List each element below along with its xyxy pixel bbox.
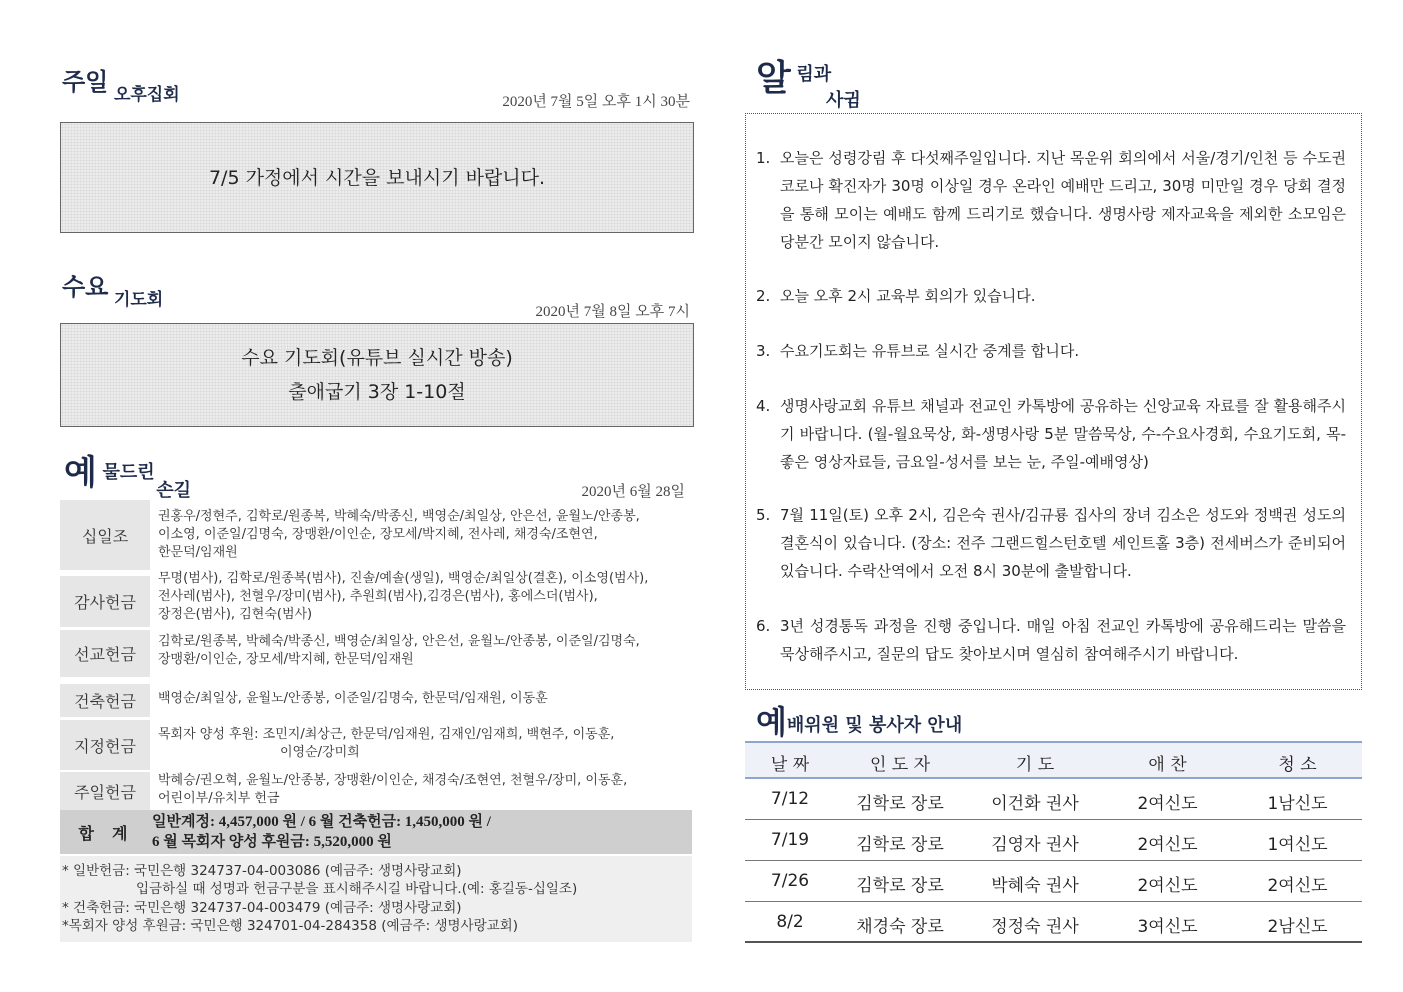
total-label: 합계 — [78, 823, 146, 843]
offering-label: 건축헌금 — [60, 684, 150, 717]
notice-text: 수요기도회는 유튜브로 실시간 중계를 합니다. — [780, 342, 1080, 360]
offering-label: 주일헌금 — [60, 772, 150, 810]
offerings-date: 2020년 6월 28일 — [581, 484, 685, 500]
roster-meal: 3여신도 — [1137, 917, 1198, 937]
sunday-title-big: 주일 — [62, 67, 109, 96]
notice-number: 3. — [756, 342, 771, 360]
offering-line: 권홍우/정현주, 김학로/원종복, 박혜숙/박종신, 백영순/최일상, 안은선, 윤월노/안종봉, — [158, 509, 640, 524]
wednesday-message-box — [60, 323, 694, 427]
wednesday-section-title — [62, 267, 164, 310]
offering-line: 박혜승/권오혁, 윤월노/안종봉, 장맹환/이인순, 채경숙/조현연, 천혈우/장미, 이동훈, — [158, 773, 628, 788]
sunday-date: 2020년 7월 5일 오후 1시 30분 — [502, 94, 690, 110]
roster-row — [745, 820, 1362, 861]
offering-names — [158, 772, 688, 808]
notices-title-small: 사귐 — [826, 90, 861, 111]
total-line1: 일반계정: 4,457,000 원 / 6 월 건축헌금: 1,450,000 원 / — [152, 814, 491, 830]
notice-text: 오늘은 성령강림 후 다섯째주일입니다. 지난 목운위 회의에서 서울/경기/인천 등 수도권 코로나 확진자가 30명 이상일 경우 온라인 예배만 드리고, 30명 미만일 경우 당회 결정을 통해 모이는 예배도 함께 드리기로 했습니다. 생명사랑 제자교육을 제외한 소모임은 당분간 모이지 않습니다. — [780, 149, 1346, 251]
offering-names — [158, 633, 688, 669]
offering-line: 백영순/최일상, 윤월노/안종봉, 이준일/김명숙, 한문덕/임재원, 이동훈 — [158, 691, 548, 706]
notice-number: 6. — [756, 617, 771, 635]
notice-item — [756, 144, 1346, 256]
notices-title-big: 알 — [756, 57, 791, 99]
roster-row — [745, 902, 1362, 943]
notice-item — [756, 612, 1346, 668]
roster-header-cleaning: 청 소 — [1278, 755, 1317, 775]
bank-accounts — [60, 856, 692, 942]
wednesday-date: 2020년 7월 8일 오후 7시 — [535, 304, 690, 320]
wednesday-line2: 출애굽기 3장 1-10절 — [288, 381, 466, 403]
roster-title-big: 예 — [756, 703, 787, 741]
offering-line: 장정은(범사), 김현숙(범사) — [158, 607, 313, 622]
offering-label: 선교헌금 — [60, 630, 150, 677]
sunday-section-title — [62, 62, 180, 105]
roster-prayer: 이건화 권사 — [991, 794, 1079, 814]
roster-meal: 2여신도 — [1137, 835, 1198, 855]
offering-label: 지정헌금 — [60, 720, 150, 770]
wednesday-title-small: 기도회 — [113, 290, 164, 310]
offering-line: 김학로/원종복, 박혜숙/박종신, 백영순/최일상, 안은선, 윤월노/안종봉, 이준일/김명숙, — [158, 634, 640, 649]
account-building: * 건축헌금: 국민은행 324737-04-003479 (예금주: 생명사랑교회) — [62, 900, 462, 916]
offering-row-building — [60, 684, 692, 717]
roster-meal: 2여신도 — [1137, 794, 1198, 814]
offering-line: 목회자 양성 후원: 조민지/최상근, 한문덕/임재원, 김재인/임재희, 백현주, 이동훈, — [158, 727, 615, 742]
roster-row — [745, 779, 1362, 820]
roster-date: 7/19 — [770, 830, 810, 850]
roster-leader: 김학로 장로 — [856, 876, 944, 896]
roster-leader: 채경숙 장로 — [856, 917, 944, 937]
notices-box — [745, 113, 1362, 690]
total-amounts — [152, 812, 491, 852]
roster-meal: 2여신도 — [1137, 876, 1198, 896]
notices-title-mid: 림과 — [796, 64, 832, 85]
roster-date: 8/2 — [776, 912, 804, 932]
wednesday-line1: 수요 기도회(유튜브 실시간 방송) — [241, 347, 513, 369]
offering-label: 감사헌금 — [60, 576, 150, 627]
roster-section-title — [756, 697, 962, 743]
offering-label: 십일조 — [60, 500, 150, 570]
roster-row — [745, 861, 1362, 902]
offering-line: 이소영, 이준일/김명숙, 장맹환/이인순, 장모세/박지혜, 전사레, 채경숙/조현연, — [158, 527, 598, 542]
notice-text: 생명사랑교회 유튜브 채널과 전교인 카톡방에 공유하는 신앙교육 자료를 잘 활용해주시기 바랍니다. (월-월요묵상, 화-생명사랑 5분 말씀묵상, 수-수요사경회, 수요기도회, 목-좋은 영상자료들, 금요일-성서를 보는 눈, 주일-예배영상) — [780, 397, 1346, 471]
account-general: * 일반헌금: 국민은행 324737-04-003086 (예금주: 생명사랑교회) — [62, 863, 462, 879]
sunday-title-small: 오후집회 — [113, 85, 180, 105]
offerings-title-mid: 물드린 — [102, 462, 155, 483]
offering-row-designated — [60, 720, 692, 770]
offering-line: 무명(범사), 김학로/원종복(범사), 진솔/예솔(생일), 백영순/최일상(결혼), 이소영(범사), — [158, 571, 649, 586]
offering-line: 한문덕/임재원 — [158, 545, 238, 560]
roster-cleaning: 2남신도 — [1267, 917, 1328, 937]
notice-number: 5. — [756, 506, 771, 524]
roster-prayer: 김영자 권사 — [991, 835, 1079, 855]
notice-text: 오늘 오후 2시 교육부 회의가 있습니다. — [780, 287, 1036, 305]
total-line2: 6 월 목회자 양성 후원금: 5,520,000 원 — [152, 834, 392, 850]
offering-row-thanks — [60, 570, 692, 627]
roster-header-leader: 인 도 자 — [869, 755, 931, 775]
sunday-message: 7/5 가정에서 시간을 보내시기 바랍니다. — [208, 166, 546, 189]
offerings-title-big: 예 — [64, 453, 97, 493]
notice-number: 4. — [756, 397, 771, 415]
offerings-section-title — [64, 445, 195, 501]
sunday-message-box — [60, 122, 694, 233]
roster-cleaning: 2여신도 — [1267, 876, 1328, 896]
notice-text: 3년 성경통독 과정을 진행 중입니다. 매일 아침 전교인 카톡방에 공유해드리는 말씀을 묵상해주시고, 질문의 답도 찾아보시며 열심히 참여해주시기 바랍니다. — [780, 617, 1346, 663]
wednesday-title-big: 수요 — [62, 272, 109, 301]
account-note: 입금하실 때 성명과 헌금구분을 표시해주시길 바랍니다.(예: 홍길동-십일조) — [136, 881, 578, 897]
roster-date: 7/12 — [770, 789, 810, 809]
roster-leader: 김학로 장로 — [856, 794, 944, 814]
offering-line: 장맹환/이인순, 장모세/박지혜, 한문덕/임재원 — [158, 652, 414, 667]
notice-number: 2. — [756, 287, 771, 305]
offering-line: 이영순/강미희 — [280, 745, 360, 760]
notice-number: 1. — [756, 149, 771, 167]
roster-prayer: 박혜숙 권사 — [991, 876, 1079, 896]
roster-leader: 김학로 장로 — [856, 835, 944, 855]
offering-line: 어린이부/유치부 헌금 — [158, 791, 280, 806]
offering-names — [158, 690, 688, 708]
notice-text: 7월 11일(토) 오후 2시, 김은숙 권사/김규룡 집사의 장녀 김소은 성도와 정백권 성도의 결혼식이 있습니다. (장소: 전주 그랜드힐스턴호텔 세인트홀 3층) 전세버스가 준비되어 있습니다. 수락산역에서 오전 8시 30분에 출발합니다. — [780, 506, 1346, 580]
roster-cleaning: 1여신도 — [1267, 835, 1328, 855]
offering-names — [158, 508, 688, 562]
offering-total-row — [60, 810, 692, 854]
notice-item — [756, 282, 1346, 310]
roster-header-meal: 애 찬 — [1148, 755, 1187, 775]
roster-header-prayer: 기 도 — [1015, 755, 1055, 775]
offering-names — [158, 726, 688, 762]
notice-item — [756, 392, 1346, 476]
offering-row-tithe — [60, 500, 692, 570]
notice-item — [756, 501, 1346, 585]
roster-cleaning: 1남신도 — [1267, 794, 1328, 814]
roster-title-rest: 배위원 및 봉사자 안내 — [786, 715, 963, 736]
offering-names — [158, 570, 688, 624]
notices-section-title — [756, 50, 831, 101]
offerings-title-small: 손길 — [156, 480, 191, 501]
roster-header-row — [745, 741, 1362, 779]
offering-row-sunday — [60, 772, 692, 810]
offering-line: 전사레(범사), 천혈우/장미(범사), 추원희(범사),김경은(범사), 홍에스더(범사), — [158, 589, 598, 604]
notice-item — [756, 337, 1346, 365]
account-pastor-training: *목회자 양성 후원금: 국민은행 324701-04-284358 (예금주: 생명사랑교회) — [62, 918, 518, 934]
offering-row-mission — [60, 627, 692, 680]
roster-header-date: 날 짜 — [770, 755, 810, 775]
roster-prayer: 정정숙 권사 — [991, 917, 1079, 937]
roster-date: 7/26 — [770, 871, 810, 891]
